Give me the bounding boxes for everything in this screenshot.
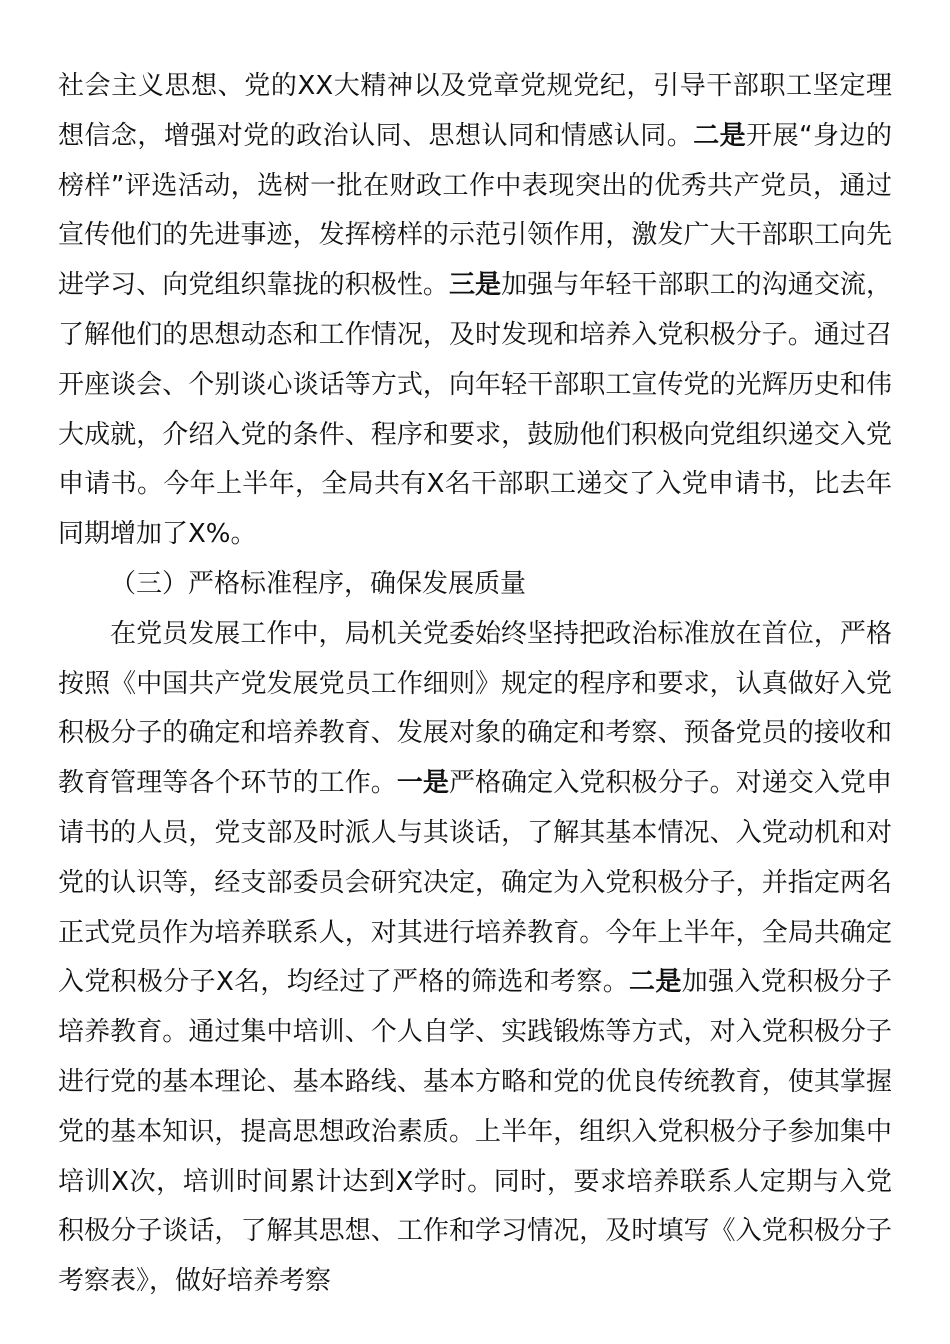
section-heading-text: （三）严格标准程序，确保发展质量 bbox=[110, 568, 527, 599]
paragraph-1-text-1: 社会主义思想、党的XX大精神以及党章党规党纪，引导干部职工坚定理想信念，增强对党的政治认同、思想认同和情感认同。 bbox=[58, 71, 892, 151]
paragraph-1-text-5: 加强与年轻干部职工的沟通交流，了解他们的思想动态和工作情况，及时发现和培养入党积极分子。通过召开座谈会、个别谈心谈话等方式，向年轻干部职工宣传党的光辉历史和伟大成就，介绍入党的条件、程序和要求，鼓励他们积极向党组织递交入党申请书。今年上半年，全局共有X名干部职工递交了入党申请书，比去年同期增加了X%。 bbox=[58, 270, 892, 550]
paragraph-1 bbox=[58, 62, 892, 560]
paragraph-1-text-3: 开展“身边的榜样”评选活动，选树一批在财政工作中表现突出的优秀共产党员，通过宣传他们的先进事迹，发挥榜样的示范引领作用，激发广大干部职工向先进学习、向党组织靠拢的积极性。 bbox=[58, 120, 892, 301]
paragraph-3-bold-2: 一是 bbox=[396, 768, 449, 799]
paragraph-3-text-3: 严格确定入党积极分子。对递交入党申请书的人员，党支部及时派人与其谈话，了解其基本情况、入党动机和对党的认识等，经支部委员会研究决定，确定为入党积极分子，并指定两名正式党员作为培养联系人，对其进行培养教育。今年上半年，全局共确定入党积极分子X名，均经过了严格的筛选和考察。 bbox=[58, 768, 892, 998]
paragraph-1-bold-4: 三是 bbox=[448, 270, 502, 301]
paragraph-1-bold-2: 二是 bbox=[693, 120, 747, 151]
paragraph-3 bbox=[58, 610, 892, 1307]
section-heading bbox=[58, 560, 892, 610]
paragraph-3-text-1: 在党员发展工作中，局机关党委始终坚持把政治标准放在首位，严格按照《中国共产党发展党员工作细则》规定的程序和要求，认真做好入党积极分子的确定和培养教育、发展对象的确定和考察、预备党员的接收和教育管理等各个环节的工作。 bbox=[58, 618, 892, 799]
paragraph-3-text-5: 加强入党积极分子培养教育。通过集中培训、个人自学、实践锻炼等方式，对入党积极分子进行党的基本理论、基本路线、基本方略和党的优良传统教育，使其掌握党的基本知识，提高思想政治素质。上半年，组织入党积极分子参加集中培训X次，培训时间累计达到X学时。同时，要求培养联系人定期与入党积极分子谈话，了解其思想、工作和学习情况，及时填写《入党积极分子考察表》，做好培养考察 bbox=[58, 967, 892, 1297]
document-body bbox=[58, 62, 892, 1307]
paragraph-3-bold-4: 二是 bbox=[629, 967, 682, 998]
